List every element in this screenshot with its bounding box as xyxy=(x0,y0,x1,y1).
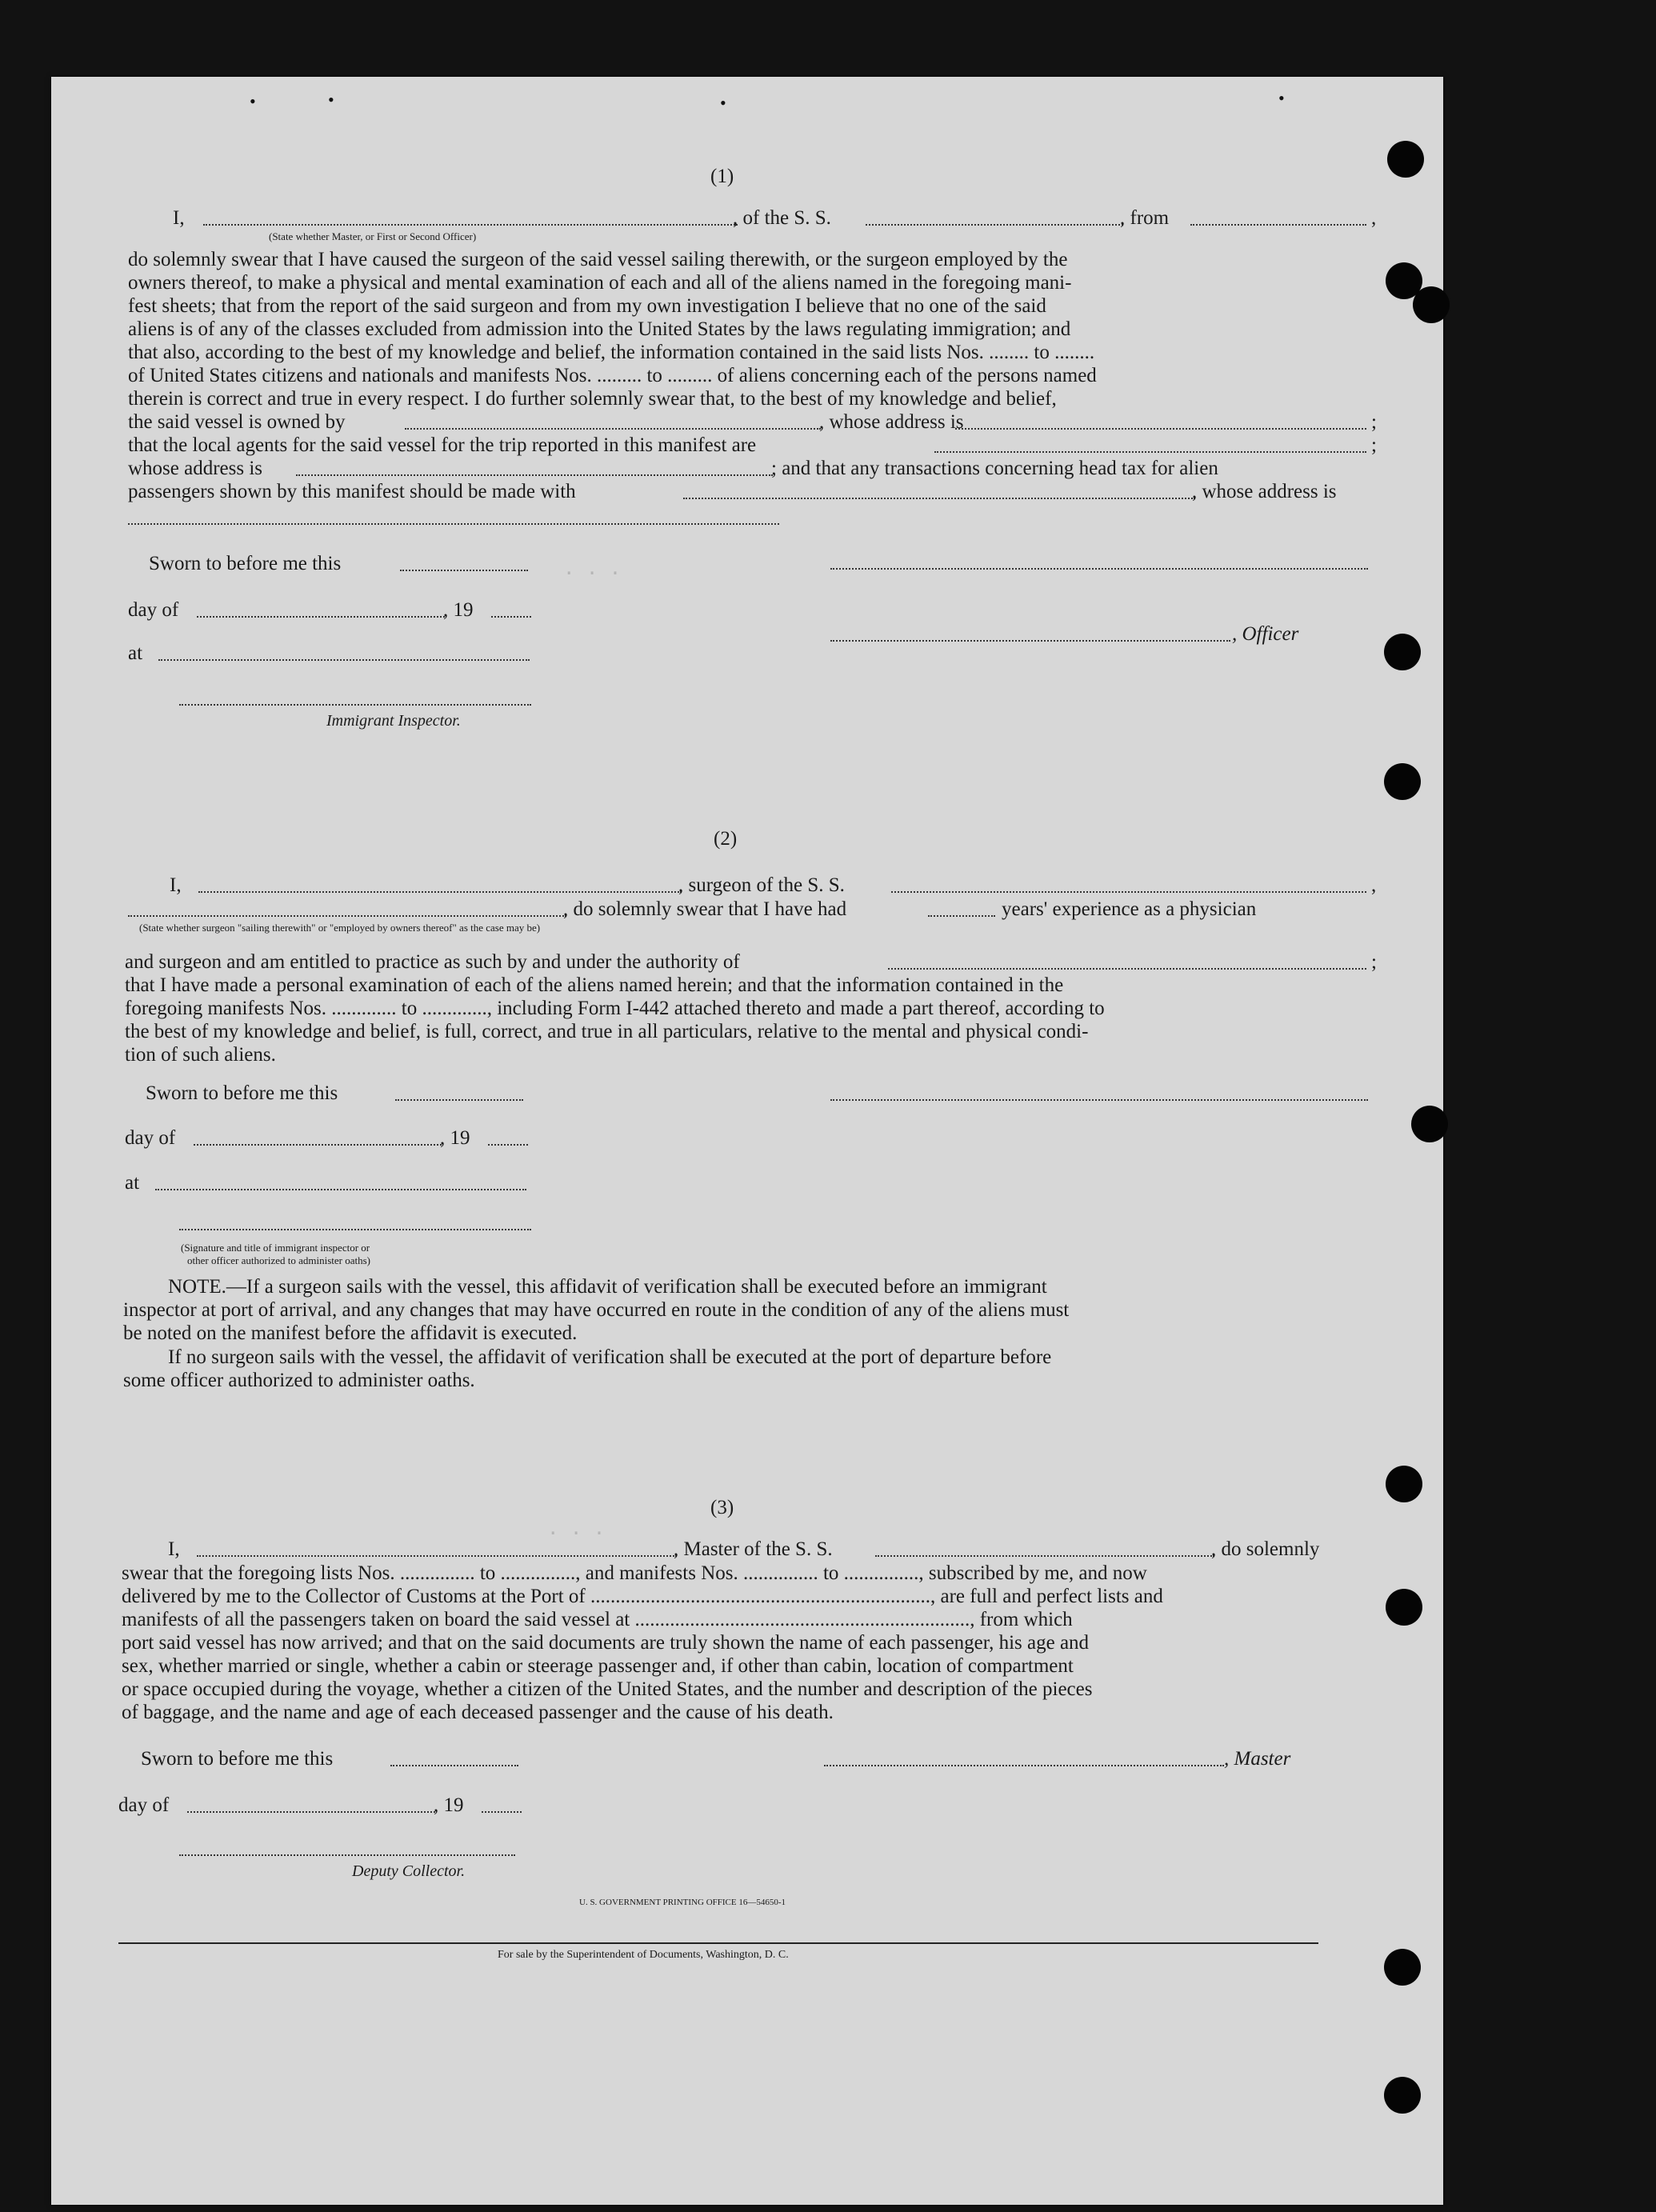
speck: • xyxy=(250,91,256,111)
paragraph-line: tion of such aliens. xyxy=(125,1044,276,1066)
at-label: at xyxy=(125,1172,140,1194)
bleed-through-text: . . . xyxy=(563,557,622,579)
punch-hole xyxy=(1413,286,1450,323)
for-sale-note: For sale by the Superintendent of Documents, Washington, D. C. xyxy=(498,1949,789,1961)
agent-address-field[interactable] xyxy=(296,474,773,476)
paragraph-line: that I have made a personal examination of each of the aliens named herein; and that the information contained in the xyxy=(125,974,1064,996)
officer-note: (State whether Master, or First or Second Officer) xyxy=(269,230,477,242)
paragraph-line: or space occupied during the voyage, whether a citizen of the United States, and the number and description of the pieces xyxy=(122,1678,1093,1700)
head-tax-address-field[interactable] xyxy=(128,523,779,525)
speck: • xyxy=(720,93,726,113)
paragraph-line: delivered by me to the Collector of Customs at the Port of ...................................................................., are full and perfect lists and xyxy=(122,1586,1163,1607)
paragraph-line: foregoing manifests Nos. ............. to ............., including Form I-442 attached thereto and made a part thereof, according to xyxy=(125,998,1105,1019)
whose-address-label: , whose address is xyxy=(1192,481,1337,502)
note-line: some officer authorized to administer oaths. xyxy=(123,1370,475,1391)
section-number: (2) xyxy=(714,828,738,850)
place-field[interactable] xyxy=(158,659,530,661)
punch-hole xyxy=(1386,1589,1422,1626)
punch-hole xyxy=(1386,1466,1422,1502)
section-number: (3) xyxy=(710,1497,734,1518)
officer-field[interactable] xyxy=(203,224,738,226)
officer-title-field[interactable] xyxy=(830,640,1230,642)
year-field[interactable] xyxy=(488,1144,528,1146)
paragraph-line: manifests of all the passengers taken on board the said vessel at ..................................................................., from which xyxy=(122,1609,1073,1630)
note-line: inspector at port of arrival, and any changes that may have occurred en route in the condition of any of the aliens must xyxy=(123,1299,1070,1321)
inspector-signature-field[interactable] xyxy=(179,1229,531,1230)
surgeon-status-field[interactable] xyxy=(128,915,566,917)
section-number: (1) xyxy=(710,166,734,187)
head-tax-text: ; and that any transactions concerning head tax for alien xyxy=(771,458,1218,479)
paragraph-line: swear that the foregoing lists Nos. ............... to ..............., and manifests Nos. ............... to ..............., subscribed by me, and now xyxy=(122,1562,1147,1584)
paragraph-line: and surgeon and am entitled to practice as such by and under the authority of xyxy=(125,951,740,973)
signature-note: (Signature and title of immigrant inspector or xyxy=(181,1242,370,1254)
at-label: at xyxy=(128,642,143,664)
place-field[interactable] xyxy=(155,1189,526,1190)
master-title-label: , Master xyxy=(1224,1748,1291,1770)
master-vessel-field[interactable] xyxy=(875,1555,1214,1557)
speck: • xyxy=(1278,88,1285,108)
paragraph-line: of baggage, and the name and age of each deceased passenger and the cause of his death. xyxy=(122,1702,834,1723)
sworn-day-field[interactable] xyxy=(400,570,528,571)
of-ss-label: , of the S. S. xyxy=(733,207,831,229)
speck: • xyxy=(328,90,334,110)
surgeon-signature-field[interactable] xyxy=(830,1099,1368,1101)
note-line: NOTE.—If a surgeon sails with the vessel, this affidavit of verification shall be executed before an immigrant xyxy=(168,1276,1047,1298)
officer-signature-field[interactable] xyxy=(830,568,1368,570)
master-label: I, xyxy=(168,1538,180,1560)
collector-signature-field[interactable] xyxy=(179,1854,515,1856)
master-of-ss-label: , Master of the S. S. xyxy=(674,1538,833,1560)
punch-hole xyxy=(1411,1106,1448,1142)
paragraph-line: of United States citizens and nationals and manifests Nos. ......... to ......... of aliens concerning each of the persons named xyxy=(128,365,1097,386)
semicolon: ; xyxy=(1371,434,1377,456)
footer-rule xyxy=(118,1942,1318,1944)
month-field[interactable] xyxy=(194,1144,442,1146)
sworn-day-field[interactable] xyxy=(395,1099,523,1101)
day-of-label: day of xyxy=(118,1794,170,1816)
deputy-collector-label: Deputy Collector. xyxy=(352,1862,466,1880)
printing-office-note: U. S. GOVERNMENT PRINTING OFFICE 16—54650-1 xyxy=(579,1898,786,1907)
bleed-through-text: . . . xyxy=(547,1517,606,1539)
paragraph-line: sex, whether married or single, whether a cabin or steerage passenger and, if other than cabin, location of compartment xyxy=(122,1655,1074,1677)
whose-address-label: , whose address is xyxy=(819,411,964,433)
semicolon: ; xyxy=(1371,951,1377,973)
comma: , xyxy=(1371,207,1377,229)
note-line: be noted on the manifest before the affidavit is executed. xyxy=(123,1322,578,1344)
paragraph-line: the best of my knowledge and belief, is full, correct, and true in all particulars, relative to the mental and physical condi- xyxy=(125,1021,1089,1042)
sworn-day-field[interactable] xyxy=(390,1765,518,1766)
year-label: , 19 xyxy=(434,1794,464,1816)
officer-label: , Officer xyxy=(1232,623,1299,645)
owner-address-field[interactable] xyxy=(955,428,1366,430)
month-field[interactable] xyxy=(187,1811,435,1813)
paragraph-line: that also, according to the best of my knowledge and belief, the information contained in the said lists Nos. ........ to ........ xyxy=(128,342,1095,363)
manifest-page xyxy=(51,77,1443,2205)
year-label: , 19 xyxy=(440,1127,470,1149)
semicolon: ; xyxy=(1371,411,1377,433)
punch-hole xyxy=(1384,634,1421,670)
paragraph-line: aliens is of any of the classes excluded from admission into the United States by the laws regulating immigration; and xyxy=(128,318,1071,340)
master-signature-field[interactable] xyxy=(824,1765,1224,1766)
local-agents-label: that the local agents for the said vessel for the trip reported in this manifest are xyxy=(128,434,757,456)
do-solemnly-text: , do solemnly xyxy=(1211,1538,1320,1560)
day-of-label: day of xyxy=(128,599,179,621)
from-field[interactable] xyxy=(1190,224,1366,226)
year-field[interactable] xyxy=(482,1811,522,1813)
surgeon-vessel-field[interactable] xyxy=(891,891,1366,893)
years-experience-field[interactable] xyxy=(928,915,995,917)
paragraph-line: fest sheets; that from the report of the said surgeon and from my own investigation I believe that no one of the said xyxy=(128,295,1046,317)
punch-hole xyxy=(1384,1949,1421,1986)
from-label: , from xyxy=(1120,207,1170,229)
note-line: If no surgeon sails with the vessel, the affidavit of verification shall be executed at the port of departure before xyxy=(168,1346,1052,1368)
vessel-field[interactable] xyxy=(866,224,1123,226)
years-experience-text: years' experience as a physician xyxy=(1002,898,1257,920)
sworn-label: Sworn to before me this xyxy=(141,1748,334,1770)
paragraph-line: port said vessel has now arrived; and that on the said documents are truly shown the name of each passenger, his age and xyxy=(122,1632,1090,1654)
surgeon-name-field[interactable] xyxy=(198,891,682,893)
sworn-label: Sworn to before me this xyxy=(146,1082,338,1104)
comma: , xyxy=(1371,874,1377,896)
punch-hole xyxy=(1384,2077,1421,2114)
authority-field[interactable] xyxy=(888,968,1366,970)
do-solemnly-text: , do solemnly swear that I have had xyxy=(563,898,847,920)
immigrant-inspector-label: Immigrant Inspector. xyxy=(326,712,461,730)
paragraph-line: do solemnly swear that I have caused the surgeon of the said vessel sailing therewith, or the surgeon employed by the xyxy=(128,249,1068,270)
month-field[interactable] xyxy=(197,616,445,618)
signature-note: other officer authorized to administer oaths) xyxy=(187,1254,370,1266)
whose-address-label: whose address is xyxy=(128,458,263,479)
owned-by-label: the said vessel is owned by xyxy=(128,411,346,433)
paragraph-line: owners thereof, to make a physical and mental examination of each and all of the aliens named in the foregoing mani- xyxy=(128,272,1072,294)
inspector-signature-field[interactable] xyxy=(179,704,531,706)
master-name-field[interactable] xyxy=(197,1555,677,1557)
owner-field[interactable] xyxy=(405,428,821,430)
passengers-text: passengers shown by this manifest should be made with xyxy=(128,481,576,502)
punch-hole xyxy=(1387,141,1424,178)
paragraph-line: therein is correct and true in every respect. I do further solemnly swear that, to the best of my knowledge and belief, xyxy=(128,388,1057,410)
day-of-label: day of xyxy=(125,1127,176,1149)
surgeon-label: I, xyxy=(170,874,182,896)
sworn-label: Sworn to before me this xyxy=(149,553,342,574)
officer-label: I, xyxy=(173,207,185,229)
year-label: , 19 xyxy=(443,599,474,621)
punch-hole xyxy=(1384,763,1421,800)
head-tax-agent-field[interactable] xyxy=(683,498,1195,499)
surgeon-note: (State whether surgeon "sailing therewith" or "employed by owners thereof" as the case may be) xyxy=(139,922,541,934)
year-field[interactable] xyxy=(491,616,531,618)
surgeon-of-ss-label: , surgeon of the S. S. xyxy=(678,874,845,896)
local-agents-field[interactable] xyxy=(934,451,1366,453)
